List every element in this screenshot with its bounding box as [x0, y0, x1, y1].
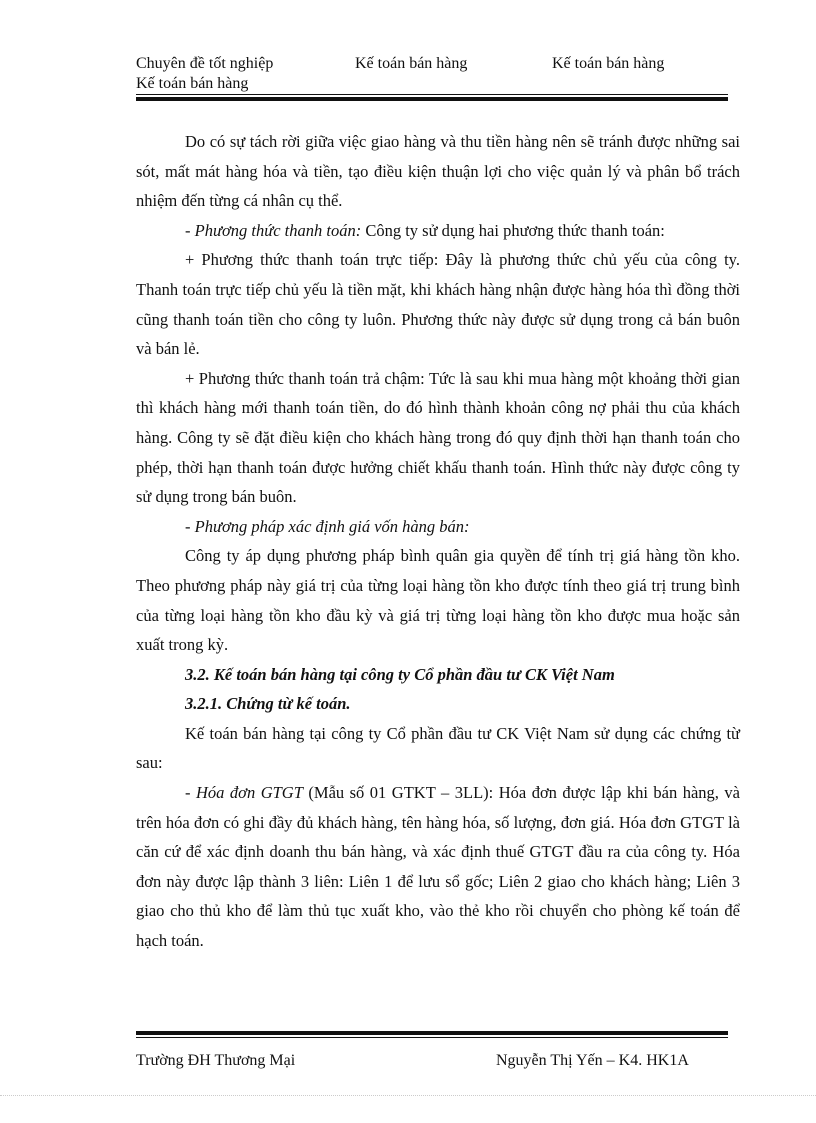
paragraph [136, 216, 740, 246]
cost-method-label: - Phương pháp xác định giá vốn hàng bán: [185, 516, 470, 536]
header-rule [136, 94, 728, 101]
payment-method-label: - Phương thức thanh toán: [185, 220, 362, 240]
footer-rule [136, 1031, 728, 1038]
paragraph: + Phương thức thanh toán trả chậm: Tức là sau khi mua hàng một khoảng thời gian thì khách hàng mới thanh toán tiền, do đó hình thành khoản công nợ phải thu của khách hàng. Công ty sẽ đặt điều kiện cho khách hàng trong đó quy định thời hạn thanh toán cho phép, thời hạn thanh toán được hưởng chiết khấu thanh toán. Hình thức này được công ty sử dụng trong bán buôn. [136, 368, 740, 507]
footer-left: Trường ĐH Thương Mại [136, 1052, 296, 1069]
page-edge-line [0, 1095, 816, 1096]
header-right: Kế toán bán hàng [552, 55, 665, 72]
invoice-text: (Mẫu số 01 GTKT – 3LL): Hóa đơn được lập khi bán hàng, và trên hóa đơn có ghi đầy đủ khách hàng, tên hàng hóa, số lượng, đơn giá. Hóa đơn GTGT là căn cứ để xác định doanh thu bán hàng, và xác định thuế GTGT đầu ra của công ty. Hóa đơn này được lập thành 3 liên: Liên 1 để lưu sổ gốc; Liên 2 giao cho khách hàng; Liên 3 giao cho thủ kho để làm thủ tục xuất kho, vào thẻ kho rồi chuyển cho phòng kế toán để hạch toán. [136, 783, 740, 951]
payment-method-text: Công ty sử dụng hai phương thức thanh toán: [361, 220, 665, 240]
invoice-label: - Hóa đơn GTGT [185, 783, 303, 803]
paragraph: Kế toán bán hàng tại công ty Cổ phần đầu tư CK Việt Nam sử dụng các chứng từ sau: [136, 723, 740, 773]
paragraph: + Phương thức thanh toán trực tiếp: Đây là phương thức chủ yếu của công ty. Thanh toán trực tiếp chủ yếu là tiền mặt, khi khách hàng nhận được hàng hóa thì đồng thời cũng thanh toán tiền cho công ty luôn. Phương thức này được sử dụng trong cả bán buôn và bán lẻ. [136, 250, 740, 359]
footer-right: Nguyễn Thị Yến – K4. HK1A [496, 1052, 689, 1069]
paragraph: Do có sự tách rời giữa việc giao hàng và thu tiền hàng nên sẽ tránh được những sai sót, mất mát hàng hóa và tiền, tạo điều kiện thuận lợi cho việc quản lý và phân bổ trách nhiệm đến từng cá nhân cụ thể. [136, 132, 740, 211]
header-center: Kế toán bán hàng [355, 55, 468, 72]
header-left: Chuyên đề tốt nghiệp [136, 55, 274, 72]
subsection-heading: 3.2.1. Chứng từ kế toán. [185, 694, 351, 714]
section-heading: 3.2. Kế toán bán hàng tại công ty Cổ phần đầu tư CK Việt Nam [185, 664, 615, 684]
paragraph: Công ty áp dụng phương pháp bình quân gia quyền để tính trị giá hàng tồn kho. Theo phương pháp này giá trị của từng loại hàng tồn kho được tính theo giá trị trung bình của từng loại hàng tồn kho đầu kỳ và giá trị từng loại hàng tồn kho được mua hoặc sản xuất trong kỳ. [136, 546, 740, 655]
header-line2: Kế toán bán hàng [136, 75, 249, 92]
paragraph [136, 778, 740, 956]
document-body [136, 127, 740, 956]
